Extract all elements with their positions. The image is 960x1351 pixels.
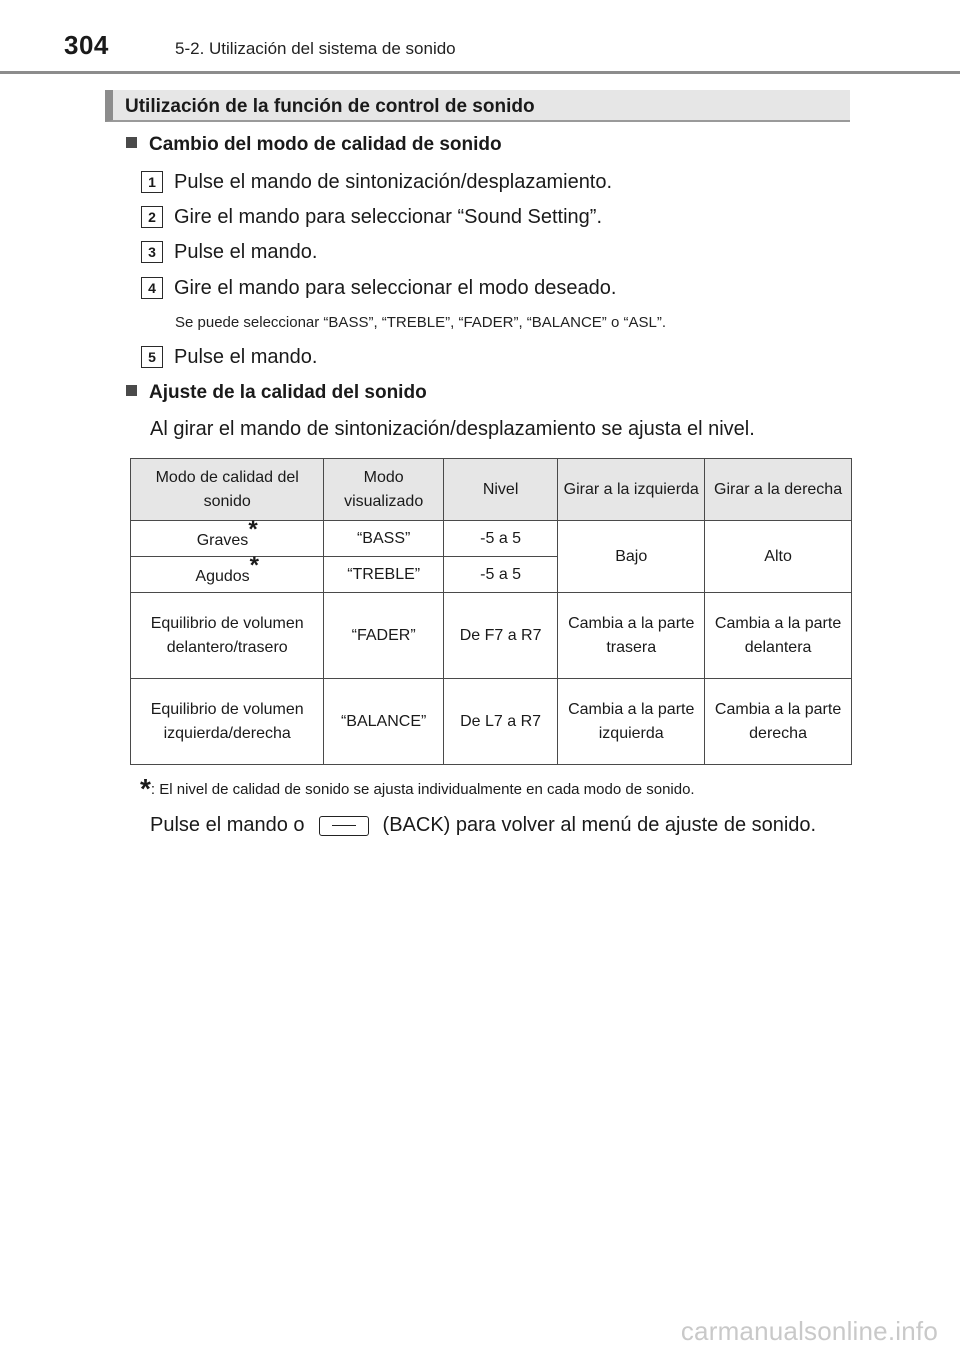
mode-label: Graves xyxy=(196,531,249,549)
subheading-text: Ajuste de la calidad del sonido xyxy=(149,382,427,403)
step-text: Pulse el mando de sintonización/desplazamiento. xyxy=(174,170,613,193)
table-cell: -5 a 5 xyxy=(443,557,557,593)
table-cell: “FADER” xyxy=(324,593,443,679)
table-cell xyxy=(131,551,324,593)
step-1 xyxy=(141,170,612,194)
column-header: Modo de calidad del sonido xyxy=(131,459,324,521)
back-instruction-after: (BACK) para volver al menú de ajuste de sonido. xyxy=(382,814,817,836)
footnote-marker: * xyxy=(248,515,258,543)
table-cell: “TREBLE” xyxy=(324,557,443,593)
section-title-bar xyxy=(105,90,850,122)
table-row xyxy=(131,521,852,557)
step-5 xyxy=(141,345,317,369)
step-4-note: Se puede seleccionar “BASS”, “TREBLE”, “FADER”, “BALANCE” o “ASL”. xyxy=(175,314,666,331)
table-cell: Bajo xyxy=(558,521,705,593)
back-instruction-before: Pulse el mando o xyxy=(150,814,305,836)
table-cell xyxy=(131,515,324,557)
step-2 xyxy=(141,205,602,229)
footnote-marker: * xyxy=(140,773,151,804)
step-number: 1 xyxy=(141,171,163,193)
watermark: carmanualsonline.info xyxy=(680,1316,938,1346)
column-header: Girar a la derecha xyxy=(705,459,852,521)
subheading-text: Cambio del modo de calidad de sonido xyxy=(149,134,502,155)
section-title: Utilización de la función de control de sonido xyxy=(125,96,535,117)
footnote-text: : El nivel de calidad de sonido se ajusta individualmente en cada modo de sonido. xyxy=(150,781,695,798)
step-number: 4 xyxy=(141,277,163,299)
step-text: Gire el mando para seleccionar el modo deseado. xyxy=(174,276,617,299)
table-cell: “BASS” xyxy=(324,521,443,557)
step-text: Gire el mando para seleccionar “Sound Setting”. xyxy=(174,205,603,228)
step-text: Pulse el mando. xyxy=(174,345,318,368)
subheading-sound-quality xyxy=(126,382,427,404)
table-cell: Equilibrio de volumen izquierda/derecha xyxy=(131,679,324,765)
column-header: Nivel xyxy=(443,459,557,521)
step-3 xyxy=(141,240,317,264)
step-number: 3 xyxy=(141,241,163,263)
step-4 xyxy=(141,276,616,300)
mode-label: Agudos xyxy=(195,567,250,585)
header-divider xyxy=(0,71,960,74)
footnote-marker: * xyxy=(249,551,259,579)
step-number: 2 xyxy=(141,206,163,228)
page-number: 304 xyxy=(64,30,109,60)
table-cell: Equilibrio de volumen delantero/trasero xyxy=(131,593,324,679)
table-cell: De F7 a R7 xyxy=(443,593,557,679)
table-cell: “BALANCE” xyxy=(324,679,443,765)
table-cell: Alto xyxy=(705,521,852,593)
table-cell: De L7 a R7 xyxy=(443,679,557,765)
column-header: Girar a la izquierda xyxy=(558,459,705,521)
table-cell: Cambia a la parte derecha xyxy=(705,679,852,765)
table-cell: -5 a 5 xyxy=(443,521,557,557)
back-button-icon xyxy=(319,816,369,836)
square-bullet-icon xyxy=(126,385,137,396)
table-row xyxy=(131,679,852,765)
subheading-sound-mode xyxy=(126,134,502,156)
table-cell: Cambia a la parte delantera xyxy=(705,593,852,679)
table-cell: Cambia a la parte trasera xyxy=(558,593,705,679)
column-header: Modo visualizado xyxy=(324,459,443,521)
table-footnote xyxy=(140,773,695,805)
table-row xyxy=(131,593,852,679)
back-instruction xyxy=(150,814,816,837)
square-bullet-icon xyxy=(126,137,137,148)
step-number: 5 xyxy=(141,346,163,368)
sound-quality-description: Al girar el mando de sintonización/desplazamiento se ajusta el nivel. xyxy=(150,418,755,440)
table-cell: Cambia a la parte izquierda xyxy=(558,679,705,765)
sound-settings-table xyxy=(130,458,852,765)
step-text: Pulse el mando. xyxy=(174,240,318,263)
running-header: 5-2. Utilización del sistema de sonido xyxy=(175,39,456,58)
table-header-row xyxy=(131,459,852,521)
